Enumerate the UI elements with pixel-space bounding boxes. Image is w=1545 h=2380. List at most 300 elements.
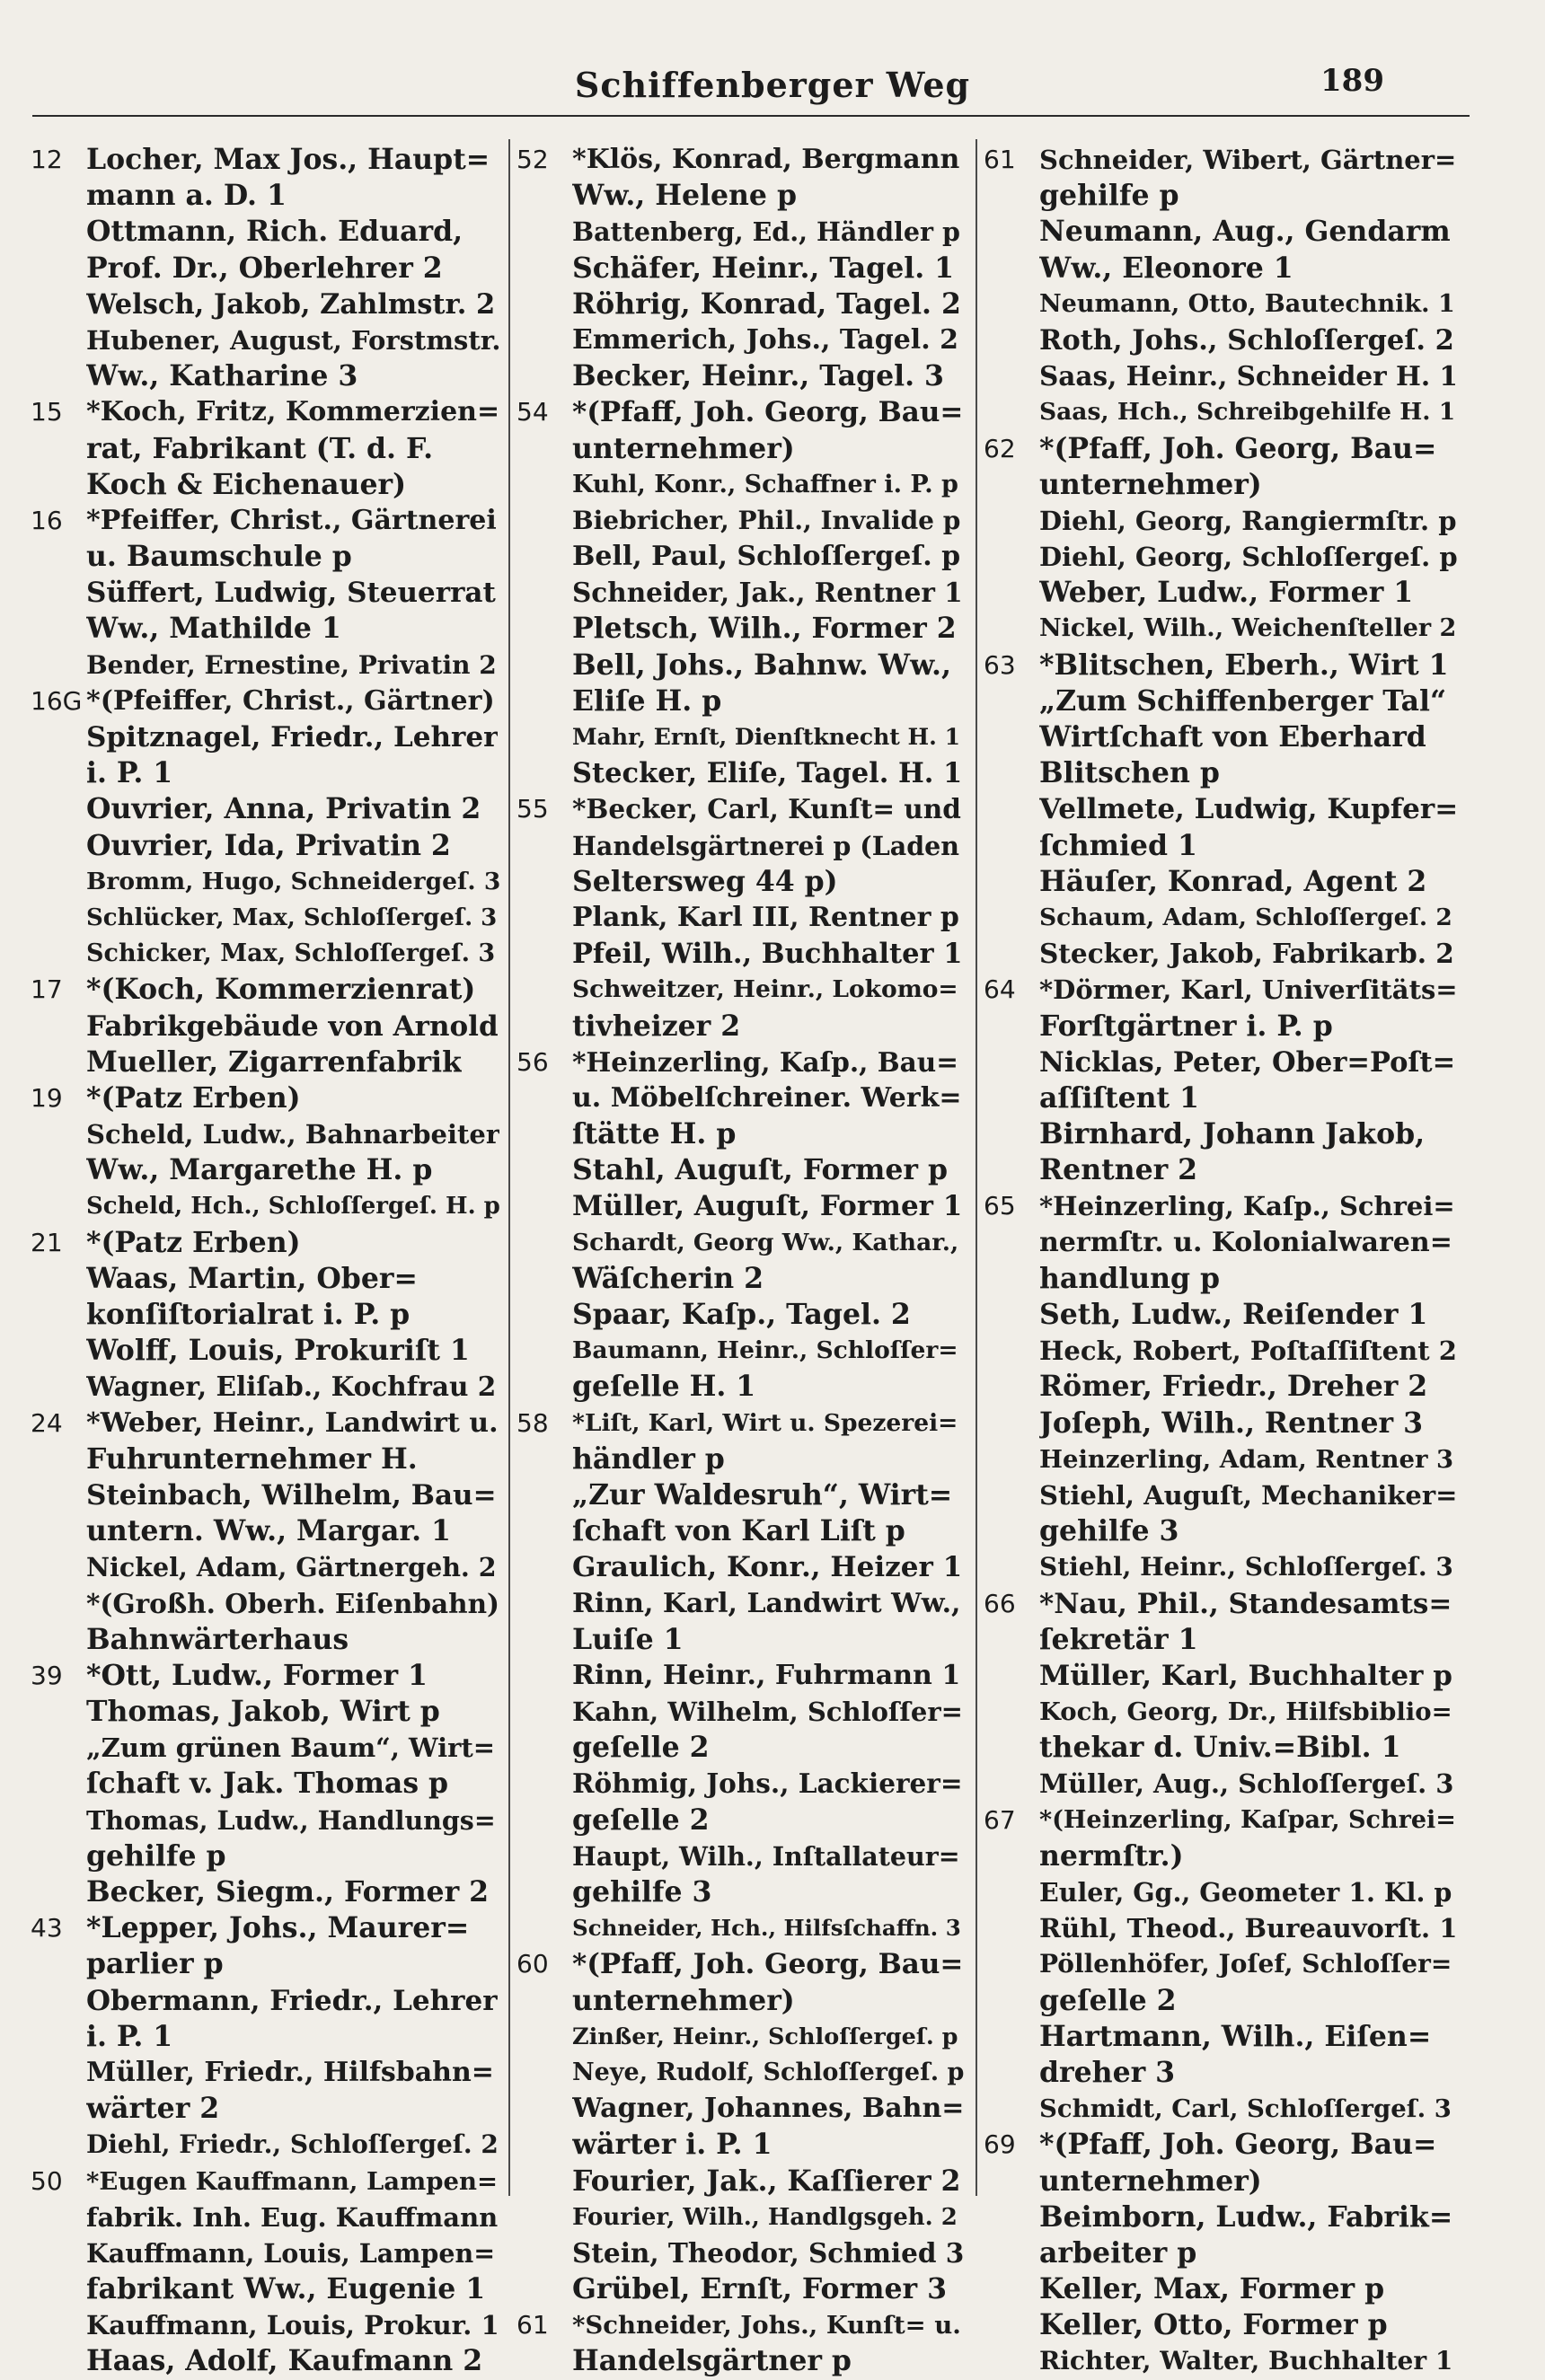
house-number <box>31 1261 86 1297</box>
directory-line <box>31 1838 502 1874</box>
resident-entry: Fourier, Wilh., Handlgsgeh. 2 <box>572 2203 958 2231</box>
house-number <box>516 2127 572 2163</box>
resident-entry: Seth, Ludw., Reiſender 1 <box>1039 1298 1428 1331</box>
resident-entry: Schmidt, Carl, Schloſſergeſ. 3 <box>1039 2094 1452 2124</box>
directory-line <box>31 1586 502 1622</box>
house-number <box>516 1188 572 1224</box>
house-number <box>31 936 86 972</box>
resident-entry: *(Großh. Oberh. Eiſenbahn) <box>86 1587 500 1619</box>
resident-entry: Kauffmann, Louis, Prokur. 1 <box>86 2310 499 2341</box>
house-number: 56 <box>516 1046 549 1077</box>
directory-line <box>516 1152 966 1188</box>
directory-line <box>984 1874 1460 1910</box>
resident-entry: Rinn, Karl, Landwirt Ww., <box>572 1587 961 1619</box>
house-number <box>31 828 86 864</box>
resident-entry: Scheld, Hch., Schloſſergeſ. H. p <box>86 1193 500 1221</box>
directory-line <box>516 1658 966 1694</box>
resident-entry: tivheizer 2 <box>572 1009 741 1043</box>
resident-entry: ſchmied 1 <box>1039 828 1197 862</box>
house-number <box>516 1080 572 1116</box>
directory-line <box>516 2091 966 2127</box>
directory-line <box>984 900 1460 936</box>
directory-line <box>516 719 966 755</box>
house-number: 62 <box>984 433 1016 463</box>
house-number: 63 <box>984 649 1016 680</box>
house-number <box>516 719 572 755</box>
resident-entry: Forſtgärtner i. P. p <box>1039 1009 1333 1043</box>
directory-line <box>516 828 966 864</box>
house-number <box>984 1333 1039 1369</box>
resident-entry: Grübel, Ernſt, Former 3 <box>572 2272 948 2306</box>
resident-entry: *Ott, Ludw., Former 1 <box>86 1658 428 1692</box>
resident-entry: Röhmig, Johs., Lackierer= <box>572 1767 963 1800</box>
directory-line <box>31 1803 502 1838</box>
directory-line <box>984 467 1460 503</box>
directory-line <box>984 972 1460 1008</box>
house-number <box>31 2235 86 2271</box>
resident-entry: Beimborn, Ludw., Fabrik= <box>1039 2199 1453 2234</box>
resident-entry: Müller, Aug., Schloſſergeſ. 3 <box>1039 1768 1454 1800</box>
resident-entry: *(Koch, Kommerzienrat) <box>86 973 476 1007</box>
directory-line <box>31 1622 502 1658</box>
directory-line <box>984 1477 1460 1513</box>
resident-entry: unternehmer) <box>1039 467 1262 501</box>
house-number <box>984 1622 1039 1658</box>
resident-entry: Schardt, Georg Ww., Kathar., <box>572 1228 959 1256</box>
resident-entry: Bromm, Hugo, Schneidergeſ. 3 <box>86 867 501 895</box>
column-left <box>31 142 502 2380</box>
resident-entry: Battenberg, Ed., Händler p <box>572 216 960 248</box>
directory-line <box>984 251 1460 286</box>
house-number <box>984 1983 1039 2019</box>
resident-entry: Spitznagel, Friedr., Lehrer <box>86 721 499 754</box>
resident-entry: ſekretär 1 <box>1039 1622 1198 1656</box>
resident-entry: Haas, Adolf, Kaufmann 2 <box>86 2344 483 2378</box>
house-number <box>31 214 86 250</box>
house-number <box>984 1297 1039 1333</box>
house-number <box>984 1225 1039 1261</box>
directory-line <box>31 322 502 358</box>
directory-line <box>516 1946 966 1982</box>
directory-line <box>984 719 1460 755</box>
directory-line <box>31 1946 502 1982</box>
resident-entry: mann a. D. 1 <box>86 179 287 213</box>
house-number <box>516 2019 572 2055</box>
resident-entry: *Liſt, Karl, Wirt u. Spezerei= <box>572 1408 958 1437</box>
directory-line <box>984 214 1460 250</box>
house-number <box>984 2307 1039 2343</box>
resident-entry: Neumann, Otto, Bautechnik. 1 <box>1039 289 1455 318</box>
resident-entry: nermſtr. u. Kolonialwaren= <box>1039 1226 1452 1258</box>
house-number <box>516 648 572 683</box>
directory-line <box>984 2164 1460 2199</box>
directory-line <box>31 2091 502 2127</box>
resident-entry: Steinbach, Wilhelm, Bau= <box>86 1478 497 1512</box>
resident-entry: Stecker, Jakob, Fabrikarb. 2 <box>1039 938 1454 970</box>
house-number <box>984 2271 1039 2307</box>
resident-entry: ſtätte H. p <box>572 1117 737 1151</box>
directory-line <box>31 1009 502 1045</box>
directory-line <box>516 2164 966 2199</box>
house-number <box>516 2164 572 2199</box>
resident-entry: Ouvrier, Ida, Privatin 2 <box>86 828 451 862</box>
directory-line <box>984 1152 1460 1188</box>
house-number <box>984 683 1039 719</box>
directory-line <box>984 1513 1460 1549</box>
directory-line <box>984 2307 1460 2343</box>
directory-line <box>31 755 502 791</box>
resident-entry: Diehl, Georg, Rangiermſtr. p <box>1039 505 1457 536</box>
directory-line <box>516 648 966 683</box>
resident-entry: *(Pfaff, Joh. Georg, Bau= <box>1039 2128 1437 2162</box>
resident-entry: Thomas, Ludw., Handlungs= <box>86 1804 496 1836</box>
house-number <box>31 1622 86 1658</box>
resident-entry: wärter 2 <box>86 2092 220 2126</box>
resident-entry: handlung p <box>1039 1261 1221 1295</box>
house-number <box>31 791 86 827</box>
directory-line <box>984 1910 1460 1946</box>
resident-entry: Ww., Katharine 3 <box>86 359 358 393</box>
resident-entry: geſelle 2 <box>1039 1983 1177 2017</box>
directory-line <box>984 503 1460 539</box>
resident-entry: Kahn, Wilhelm, Schloſſer= <box>572 1697 963 1728</box>
house-number <box>516 1152 572 1188</box>
resident-entry: *(Heinzerling, Kaſpar, Schrei= <box>1039 1805 1456 1834</box>
resident-entry: Birnhard, Johann Jakob, <box>1039 1117 1426 1151</box>
house-number <box>984 1261 1039 1297</box>
house-number <box>984 1441 1039 1477</box>
house-number <box>984 1874 1039 1910</box>
resident-entry: Mahr, Ernſt, Dienſtknecht H. 1 <box>572 724 960 750</box>
resident-entry: Euler, Gg., Geometer 1. Kl. p <box>1039 1877 1452 1908</box>
house-number <box>516 755 572 791</box>
resident-entry: Schneider, Jak., Rentner 1 <box>572 577 963 609</box>
directory-line <box>984 1369 1460 1405</box>
resident-entry: Joſeph, Wilh., Rentner 3 <box>1039 1406 1424 1440</box>
directory-line <box>31 1730 502 1766</box>
house-number: 64 <box>984 974 1016 1005</box>
directory-line <box>516 1080 966 1116</box>
directory-line <box>516 394 966 430</box>
resident-entry: Zinßer, Heinr., Schloſſergeſ. p <box>572 2023 958 2050</box>
directory-line <box>984 322 1460 358</box>
house-number <box>984 1045 1039 1080</box>
house-number <box>516 1983 572 2019</box>
resident-entry: ſchaft von Karl Liſt p <box>572 1514 905 1548</box>
directory-line <box>984 791 1460 827</box>
directory-line <box>516 1009 966 1045</box>
resident-entry: Rinn, Heinr., Fuhrmann 1 <box>572 1659 961 1691</box>
resident-entry: Roth, Johs., Schloſſergeſ. 2 <box>1039 323 1454 357</box>
house-number: 50 <box>31 2165 63 2196</box>
directory-line <box>984 2343 1460 2379</box>
directory-line <box>516 503 966 539</box>
house-number <box>31 2199 86 2235</box>
directory-line <box>516 1838 966 1874</box>
directory-line <box>984 178 1460 214</box>
house-number <box>984 828 1039 864</box>
directory-line <box>31 2271 502 2307</box>
resident-entry: Scheld, Ludw., Bahnarbeiter <box>86 1119 500 1150</box>
directory-line <box>31 1658 502 1694</box>
directory-line <box>516 1369 966 1405</box>
house-number <box>31 358 86 394</box>
house-number <box>516 936 572 972</box>
resident-entry: *Heinzerling, Kaſp., Schrei= <box>1039 1191 1455 1222</box>
directory-line <box>31 648 502 683</box>
resident-entry: Bender, Ernestine, Privatin 2 <box>86 649 497 680</box>
directory-line <box>31 972 502 1008</box>
resident-entry: *Klös, Konrad, Bergmann <box>572 144 960 175</box>
resident-entry: Emmerich, Johs., Tagel. 2 <box>572 323 958 356</box>
directory-line <box>31 1297 502 1333</box>
directory-line <box>516 1513 966 1549</box>
resident-entry: *Blitschen, Eberh., Wirt 1 <box>1039 648 1449 682</box>
directory-line <box>984 1333 1460 1369</box>
house-number <box>984 1694 1039 1730</box>
resident-entry: Schaum, Adam, Schloſſergeſ. 2 <box>1039 903 1452 931</box>
directory-line <box>984 828 1460 864</box>
house-number: 61 <box>516 2310 549 2340</box>
house-number <box>31 1694 86 1730</box>
house-number <box>516 286 572 322</box>
directory-line <box>31 539 502 575</box>
resident-entry: thekar d. Univ.=Bibl. 1 <box>1039 1731 1401 1765</box>
house-number <box>516 575 572 611</box>
resident-entry: Vellmete, Ludwig, Kupfer= <box>1039 793 1459 826</box>
directory-line <box>31 2055 502 2091</box>
directory-line <box>984 1622 1460 1658</box>
resident-entry: Müller, Friedr., Hilfsbahn= <box>86 2056 494 2088</box>
directory-line <box>31 2164 502 2199</box>
directory-line <box>31 719 502 755</box>
resident-entry: *Koch, Fritz, Kommerzien= <box>86 396 500 428</box>
house-number <box>984 1369 1039 1405</box>
directory-line <box>984 1009 1460 1045</box>
house-number <box>984 1406 1039 1441</box>
directory-line <box>984 394 1460 430</box>
resident-entry: unternehmer) <box>572 431 795 465</box>
resident-entry: Diehl, Georg, Schloſſergeſ. p <box>1039 542 1458 573</box>
resident-entry: Blitschen p <box>1039 756 1220 790</box>
directory-line <box>984 142 1460 178</box>
house-number <box>31 2127 86 2163</box>
resident-entry: Plank, Karl III, Rentner p <box>572 901 959 933</box>
resident-entry: Welsch, Jakob, Zahlmstr. 2 <box>86 287 496 321</box>
resident-entry: gehilfe p <box>1039 179 1179 213</box>
house-number <box>516 1549 572 1585</box>
house-number <box>31 1946 86 1982</box>
directory-line <box>31 1441 502 1477</box>
resident-entry: Saas, Hch., Schreibgehilfe H. 1 <box>1039 398 1456 427</box>
directory-line <box>984 683 1460 719</box>
directory-line <box>31 1766 502 1802</box>
directory-line <box>984 2199 1460 2235</box>
resident-entry: „Zum Schiffenberger Tal“ <box>1039 683 1447 718</box>
house-number <box>31 431 86 467</box>
directory-line <box>516 1803 966 1838</box>
resident-entry: Römer, Friedr., Dreher 2 <box>1039 1370 1428 1404</box>
resident-entry: wärter i. P. 1 <box>572 2128 772 2162</box>
resident-entry: Eliſe H. p <box>572 683 722 718</box>
directory-line <box>31 1406 502 1441</box>
resident-entry: gehilfe 3 <box>1039 1514 1179 1548</box>
directory-line <box>31 900 502 936</box>
house-number <box>31 322 86 358</box>
house-number <box>31 2271 86 2307</box>
directory-line <box>516 214 966 250</box>
resident-entry: Stiehl, Heinr., Schloſſergeſ. 3 <box>1039 1552 1453 1582</box>
directory-line <box>516 1874 966 1910</box>
resident-entry: *Nau, Phil., Standesamts= <box>1039 1587 1452 1620</box>
page-number: 189 <box>1320 63 1384 99</box>
resident-entry: nermſtr.) <box>1039 1838 1184 1873</box>
resident-entry: händler p <box>572 1441 725 1476</box>
directory-line <box>516 683 966 719</box>
house-number <box>31 719 86 755</box>
house-number: 15 <box>31 397 63 428</box>
resident-entry: Schneider, Wibert, Gärtner= <box>1039 145 1457 175</box>
directory-line <box>984 864 1460 900</box>
resident-entry: *(Patz Erben) <box>86 1225 301 1259</box>
house-number <box>31 1369 86 1405</box>
directory-line <box>31 1874 502 1910</box>
house-number <box>31 1009 86 1045</box>
column-middle <box>516 142 966 2380</box>
house-number <box>984 575 1039 611</box>
directory-line <box>984 648 1460 683</box>
directory-line <box>31 503 502 539</box>
resident-entry: Becker, Heinr., Tagel. 3 <box>572 359 944 393</box>
house-number <box>516 1116 572 1152</box>
house-number <box>31 1333 86 1369</box>
house-number <box>31 1983 86 2019</box>
house-number <box>31 539 86 575</box>
directory-line <box>984 286 1460 322</box>
directory-line <box>516 539 966 575</box>
directory-line <box>516 575 966 611</box>
resident-entry: Biebricher, Phil., Invalide p <box>572 505 961 535</box>
directory-line <box>984 1297 1460 1333</box>
resident-entry: „Zum grünen Baum“, Wirt= <box>86 1732 496 1764</box>
resident-entry: *(Pfeiffer, Christ., Gärtner) <box>86 684 495 717</box>
resident-entry: Schlücker, Max, Schloſſergeſ. 3 <box>86 904 498 931</box>
resident-entry: Keller, Max, Former p <box>1039 2272 1385 2306</box>
house-number: 65 <box>984 1191 1016 1221</box>
directory-line <box>516 791 966 827</box>
directory-line <box>984 1803 1460 1838</box>
directory-line <box>984 2091 1460 2127</box>
directory-line <box>31 683 502 719</box>
resident-entry: rat, Fabrikant (T. d. F. <box>86 431 434 465</box>
resident-entry: Spaar, Kaſp., Tagel. 2 <box>572 1298 911 1331</box>
resident-entry: Müller, Auguſt, Former 1 <box>572 1190 963 1223</box>
resident-entry: Ouvrier, Anna, Privatin 2 <box>86 792 481 826</box>
house-number <box>516 1225 572 1261</box>
resident-entry: u. Baumschule p <box>86 540 352 574</box>
directory-line <box>31 1152 502 1188</box>
resident-entry: Nickel, Adam, Gärtnergeh. 2 <box>86 1552 497 1583</box>
house-number <box>984 1477 1039 1513</box>
resident-entry: Wagner, Johannes, Bahn= <box>572 2093 965 2125</box>
house-number: 16G <box>31 685 83 716</box>
directory-line <box>984 1188 1460 1224</box>
house-number <box>516 900 572 936</box>
directory-line <box>984 1549 1460 1585</box>
directory-line <box>516 2235 966 2271</box>
directory-line <box>516 864 966 900</box>
house-number <box>516 2091 572 2127</box>
directory-line <box>516 1045 966 1080</box>
directory-line <box>984 1441 1460 1477</box>
resident-entry: *Lepper, Johs., Maurer= <box>86 1911 470 1945</box>
directory-line <box>31 791 502 827</box>
directory-line <box>31 431 502 467</box>
resident-entry: Hartmann, Wilh., Eiſen= <box>1039 2019 1432 2053</box>
house-number <box>516 2235 572 2271</box>
directory-line <box>31 2019 502 2055</box>
directory-line <box>31 1080 502 1116</box>
house-number <box>516 2343 572 2379</box>
resident-entry: gehilfe 3 <box>572 1875 712 1908</box>
directory-line <box>516 467 966 503</box>
resident-entry: Prof. Dr., Oberlehrer 2 <box>86 251 443 285</box>
directory-line <box>516 322 966 358</box>
directory-line <box>516 1766 966 1802</box>
directory-line <box>31 1910 502 1946</box>
house-number <box>516 214 572 250</box>
house-number: 54 <box>516 397 549 428</box>
directory-line <box>31 467 502 503</box>
resident-entry: *Schneider, Johs., Kunſt= u. <box>572 2311 961 2340</box>
directory-line <box>984 2235 1460 2271</box>
directory-line <box>516 1477 966 1513</box>
resident-entry: Ww., Helene p <box>572 179 797 213</box>
house-number <box>984 1838 1039 1874</box>
resident-entry: Obermann, Friedr., Lehrer <box>86 1984 498 2017</box>
house-number: 24 <box>31 1407 63 1438</box>
house-number <box>516 1333 572 1369</box>
resident-entry: Bell, Paul, Schloſſergeſ. p <box>572 541 961 573</box>
house-number: 12 <box>31 145 63 174</box>
house-number <box>31 1874 86 1910</box>
house-number <box>31 1730 86 1766</box>
directory-line <box>31 1983 502 2019</box>
house-number <box>984 1730 1039 1766</box>
directory-line <box>984 1730 1460 1766</box>
house-number <box>984 719 1039 755</box>
resident-entry: *Becker, Carl, Kunſt= und <box>572 793 961 825</box>
directory-line <box>31 611 502 647</box>
resident-entry: Seltersweg 44 p) <box>572 864 838 898</box>
directory-line <box>516 178 966 214</box>
house-number <box>984 322 1039 358</box>
house-number <box>516 1513 572 1549</box>
house-number <box>516 539 572 575</box>
resident-entry: Waas, Martin, Ober= <box>86 1261 418 1295</box>
house-number: 39 <box>31 1660 63 1690</box>
directory-line <box>31 1549 502 1585</box>
directory-line <box>984 1586 1460 1622</box>
directory-line <box>516 2199 966 2235</box>
resident-entry: *Eugen Kauffmann, Lampen= <box>86 2166 498 2196</box>
house-number <box>31 467 86 503</box>
house-number <box>984 358 1039 394</box>
resident-entry: Neumann, Aug., Gendarm <box>1039 215 1451 249</box>
resident-entry: Pletsch, Wilh., Former 2 <box>572 612 957 646</box>
house-number <box>31 2019 86 2055</box>
house-number <box>31 864 86 900</box>
